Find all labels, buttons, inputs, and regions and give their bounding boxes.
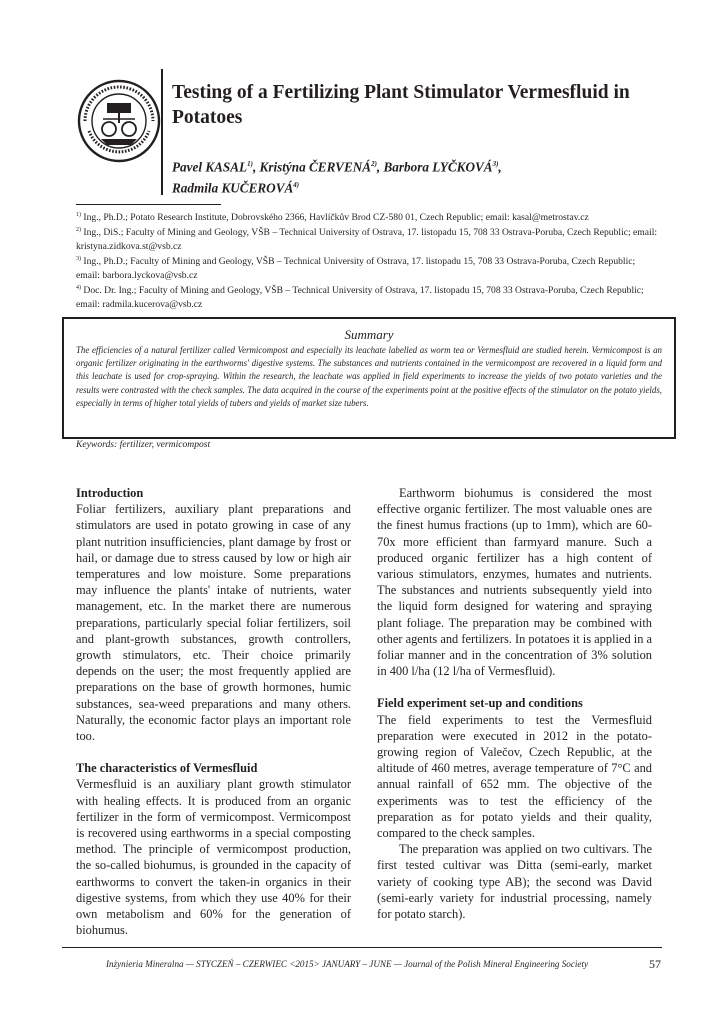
affiliation-item	[76, 209, 661, 224]
author-separator: ,	[252, 159, 260, 175]
affiliation-sup: 1)	[76, 212, 81, 218]
affiliation-list	[76, 209, 661, 311]
author-name: Radmila KUČEROVÁ	[172, 180, 294, 196]
keywords: Keywords: fertilizer, vermicompost	[76, 439, 211, 450]
author-sup: 3)	[492, 160, 499, 168]
affiliation-item	[76, 282, 661, 311]
author-separator: ,	[498, 159, 502, 175]
affiliation-rule	[76, 204, 221, 205]
affiliation-text: Ing., Ph.D.; Faculty of Mining and Geology, VŠB – Technical University of Ostrava, 17. listopadu 15, 708 33 Ostrava-Poruba, Czech Republic; email: barbora.lyckova@vsb.cz	[76, 256, 636, 281]
affiliation-sup: 4)	[76, 285, 81, 292]
affiliation-item	[76, 253, 661, 282]
introduction-paragraph: Foliar fertilizers, auxiliary plant preparations and stimulators are used in potato growing in case of any plant nutrition insufficiencies, plant damage by frost or hail, or damage due to stress caused by low or high air temperatures and low moisture. Some preparations may influence the plants' intake of nutrients, water management, etc. In the market there are numerous preparations, particularly special foliar fertilizers, soil and plant-growth substances, growth controllers, growth stimulators, etc. Their choice primarily depends on the user; the most frequently applied are preparations on the base of growth hormones, humic substances, sea-weed preparations and many others. Naturally, the economic factor plays an important role too.	[76, 502, 351, 744]
affiliation-text: Ing., DiS.; Faculty of Mining and Geology, VŠB – Technical University of Ostrava, 17. listopadu 15, 708 33 Ostrava-Poruba, Czech Republic; email: kristyna.zidkova.st@vsb.cz	[76, 227, 658, 252]
affiliation-item	[76, 224, 661, 253]
journal-footer: Inżynieria Mineralna — STYCZEŃ – CZERWIEC <2015> JANUARY – JUNE — Journal of the Polish Mineral Engineering Society	[106, 959, 589, 969]
biohumus-paragraph: Earthworm biohumus is considered the most effective organic fertilizer. The most valuable ones are the finest humus fractions (up to 1mm), which are 60-70x more efficient than farmyard manure. Such a produced organic fertilizer has a high content of various stimulators, enzymes, humates and nutrients. The substances and nutrients subsequently yield into the liquid form designed for watering and spraying plant foliage. The preparation may be combined with other agents and fertilizers. In potatoes it is applied in a foliar manner and in the concentration of 3% solution in 400 l/ha (12 l/ha of Vermesfluid).	[377, 486, 652, 679]
summary-text: The efficiencies of a natural fertilizer called Vermicompost and especially its leachate labelled as worm tea or Vermesfluid are studied herein. Vermicompost is an organic fertilizer originating in the earthworms' digestive systems. The substances and nutrients contained in the vermicompost are recovered in a liquid form and this leachate is used for crop-spraying. Within the research, the leachate was applied in field experiments to increase the yields of two potato varieties and the results were contrasted with the check samples. The data acquired in the course of the experiments point at the positive effects of the stimulator on the potato yields, especially in terms of higher total yields of tubers and yields of market size tubers.	[76, 345, 662, 408]
field-experiment-paragraph: The field experiments to test the Vermesfluid preparation were executed in 2012 in the potato-growing region of Valečov, Czech Republic, at the altitude of 460 metres, average temperature of 7°C and annual rainfall of 652 mm. The objective of the experiments was to test the efficiency of the preparation as for potato yields and their quality, compared to the check samples.	[377, 712, 652, 841]
author-list	[172, 155, 672, 198]
field-experiment-heading: Field experiment set-up and conditions	[377, 696, 583, 711]
author-sup: 2)	[371, 160, 377, 168]
author-separator: ,	[376, 159, 384, 175]
cultivar-paragraph: The preparation was applied on two cultivars. The first tested cultivar was Ditta (semi-early, market variety of cooking type AB); the second was David (semi-early variety for industrial processing, namely for potato starch).	[377, 842, 652, 922]
polish-mineral-engineering-society-seal-icon	[77, 79, 161, 163]
author-sup: 4)	[293, 181, 300, 190]
author-name: Barbora LYČKOVÁ	[383, 159, 493, 175]
author-sup: 1)	[247, 160, 253, 168]
affiliation-sup: 2)	[76, 227, 81, 234]
summary-box	[62, 317, 676, 439]
affiliation-text: Ing., Ph.D.; Potato Research Institute, Dobrovského 2366, Havlíčkův Brod CZ-580 01, Czech Republic; email: kasal@metrostav.cz	[83, 212, 589, 224]
paper-title: Testing of a Fertilizing Plant Stimulator Vermesfluid in Potatoes	[172, 82, 630, 128]
summary-heading: Summary	[344, 327, 394, 342]
left-column	[76, 485, 351, 938]
footer-rule	[62, 947, 662, 948]
right-column	[377, 485, 652, 922]
affiliation-sup: 3)	[76, 256, 81, 263]
characteristics-heading: The characteristics of Vermesfluid	[76, 761, 258, 776]
affiliation-text: Doc. Dr. Ing.; Faculty of Mining and Geology, VŠB – Technical University of Ostrava, 17. listopadu 15, 708 33 Ostrava-Poruba, Czech Republic; email: radmila.kucerova@vsb.cz	[76, 285, 644, 310]
characteristics-paragraph: Vermesfluid is an auxiliary plant growth stimulator with healing effects. It is produced from an organic fertilizer in the form of vermicompost. Vermicompost is recovered using earthworms in a special composting method. The principle of vermicompost production, the so-called biohumus, is grounded in the capacity of earthworms to convert the taken-in organics in their digestive systems, from which they use 40% for their own metabolism and 60% for the generation of biohumus.	[76, 777, 351, 938]
page-number: 57	[649, 957, 661, 971]
author-name: Kristýna ČERVENÁ	[259, 159, 372, 175]
author-name: Pavel KASAL	[172, 159, 248, 175]
header-vertical-rule	[161, 69, 163, 195]
introduction-heading: Introduction	[76, 486, 144, 500]
